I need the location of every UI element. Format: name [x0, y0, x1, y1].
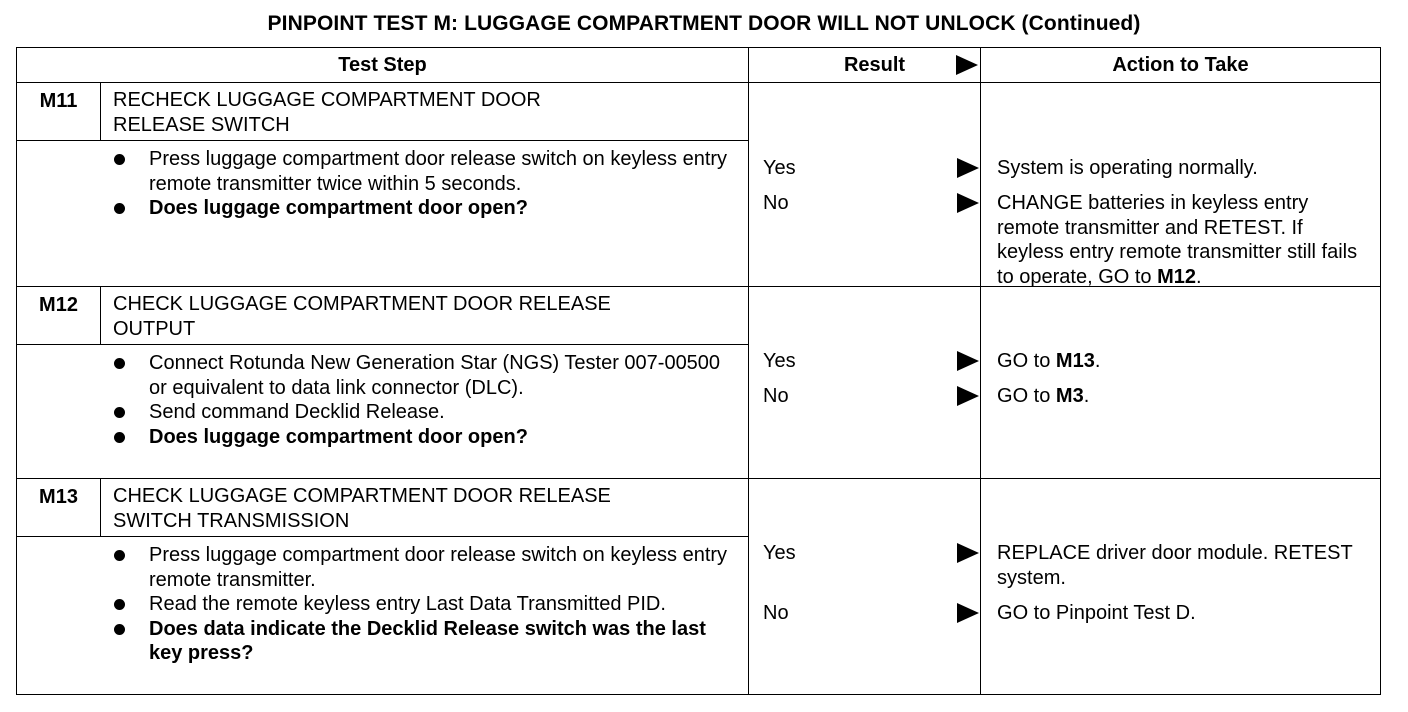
- step-title-line: RECHECK LUGGAGE COMPARTMENT DOOR: [113, 89, 541, 111]
- right-arrow-icon: [957, 193, 979, 213]
- action-suffix: .: [1196, 265, 1202, 288]
- action-suffix: .: [1094, 350, 1101, 372]
- action-text: GO to: [997, 350, 1056, 372]
- header-result-label: Result: [843, 53, 906, 76]
- action-text: GO to: [997, 385, 1056, 407]
- step-id: M13: [17, 479, 101, 537]
- step-bullets: [17, 345, 749, 479]
- result-cell: [749, 479, 981, 695]
- action-cell: [981, 83, 1381, 287]
- step-reference: M12: [1157, 265, 1197, 288]
- bullet-item: Press luggage compartment door release switch on keyless entry remote transmitter.: [17, 543, 740, 592]
- step-id: M11: [17, 83, 101, 141]
- action-yes: [997, 349, 1374, 374]
- result-cell: [749, 83, 981, 287]
- step-m13-title-row: [17, 479, 1381, 537]
- right-arrow-icon: [957, 386, 979, 406]
- result-cell: [749, 287, 981, 479]
- action-no: [997, 384, 1374, 409]
- right-arrow-icon: [956, 55, 978, 75]
- table-header-row: [17, 48, 1381, 83]
- result-no: [763, 384, 979, 409]
- action-yes: REPLACE driver door module. RETEST system.: [997, 542, 1353, 589]
- header-test-step: Test Step: [17, 48, 749, 83]
- pinpoint-test-table: [16, 47, 1381, 695]
- action-yes: System is operating normally.: [997, 157, 1258, 179]
- step-title-line: RELEASE SWITCH: [113, 113, 290, 136]
- step-m12-title-row: [17, 287, 1381, 345]
- step-title: [101, 83, 749, 141]
- result-yes: [763, 349, 979, 374]
- bullet-question: Does luggage compartment door open?: [17, 425, 740, 450]
- step-m11-title-row: [17, 83, 1381, 141]
- step-id: M12: [17, 287, 101, 345]
- action-cell: [981, 479, 1381, 695]
- step-bullets: [17, 537, 749, 695]
- action-suffix: .: [1083, 385, 1090, 407]
- bullet-item: Send command Decklid Release.: [17, 400, 740, 425]
- bullet-question: Does luggage compartment door open?: [17, 196, 740, 221]
- result-no: [763, 191, 979, 216]
- page-title: PINPOINT TEST M: LUGGAGE COMPARTMENT DOOR WILL NOT UNLOCK (Continued): [267, 12, 1141, 35]
- result-label: Yes: [763, 542, 796, 564]
- bullet-item: Press luggage compartment door release switch on keyless entry remote transmitter twice within 5 seconds.: [17, 147, 740, 196]
- right-arrow-icon: [957, 543, 979, 563]
- step-title-line: CHECK LUGGAGE COMPARTMENT DOOR RELEASE: [113, 293, 611, 315]
- step-title-line: OUTPUT: [113, 317, 196, 340]
- step-title-line: SWITCH TRANSMISSION: [113, 509, 350, 532]
- right-arrow-icon: [957, 351, 979, 371]
- result-yes: [763, 156, 979, 181]
- step-title: [101, 287, 749, 345]
- action-no: [997, 191, 1374, 289]
- action-no: GO to Pinpoint Test D.: [997, 602, 1196, 624]
- result-label: No: [763, 192, 789, 214]
- step-reference: M13: [1055, 350, 1095, 372]
- action-text: CHANGE batteries in keyless entry remote transmitter and RETEST. If keyless entry remote transmitter still fails to operate, GO to: [997, 192, 1358, 288]
- result-no: [763, 601, 979, 626]
- result-label: Yes: [763, 350, 796, 372]
- bullet-question: Does data indicate the Decklid Release switch was the last key press?: [17, 617, 740, 666]
- step-reference: M3: [1055, 385, 1084, 407]
- step-bullets: [17, 141, 749, 287]
- bullet-item: Read the remote keyless entry Last Data Transmitted PID.: [17, 592, 740, 617]
- step-title-line: CHECK LUGGAGE COMPARTMENT DOOR RELEASE: [113, 485, 611, 507]
- action-cell: [981, 287, 1381, 479]
- result-label: No: [763, 602, 789, 624]
- result-label: No: [763, 385, 789, 407]
- right-arrow-icon: [957, 158, 979, 178]
- bullet-item: Connect Rotunda New Generation Star (NGS) Tester 007-00500 or equivalent to data link connector (DLC).: [17, 351, 740, 400]
- result-yes: [763, 541, 979, 566]
- header-result: [749, 48, 981, 83]
- header-action: Action to Take: [981, 48, 1381, 83]
- result-label: Yes: [763, 157, 796, 179]
- step-title: [101, 479, 749, 537]
- right-arrow-icon: [957, 603, 979, 623]
